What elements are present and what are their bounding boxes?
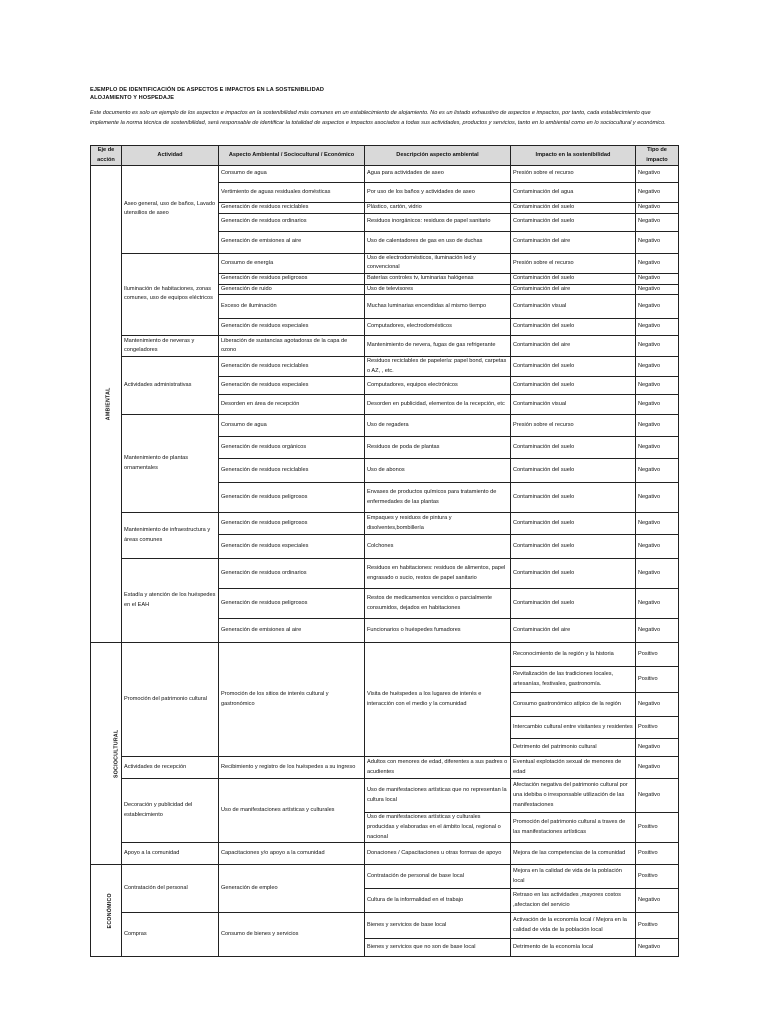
description-cell: Residuos inorgánicos: residuos de papel sanitario <box>365 213 511 231</box>
aspect-cell: Generación de emisiones al aire <box>219 231 365 253</box>
aspect-cell: Capacitaciones y/o apoyo a la comunidad <box>219 843 365 865</box>
description-cell: Muchas luminarias encendidas al mismo tiempo <box>365 295 511 319</box>
aspect-cell: Consumo de agua <box>219 415 365 437</box>
description-cell: Adultos con menores de edad, diferentes a sus padres o acudientes <box>365 757 511 779</box>
table-row <box>91 357 679 377</box>
description-cell: Donaciones / Capacitaciones u otras formas de apoyo <box>365 843 511 865</box>
activity-cell: Mantenimiento de plantas ornamentales <box>122 415 219 513</box>
activity-cell: Contratación del personal <box>122 865 219 913</box>
description-cell: Desorden en publicidad, elementos de la recepción, etc <box>365 395 511 415</box>
header-row <box>91 146 679 166</box>
impact-type-cell: Negativo <box>636 284 679 295</box>
impact-type-cell: Negativo <box>636 779 679 813</box>
description-cell: Empaques y residuos de pintura y disolventes,bombillería <box>365 513 511 535</box>
description-cell: Residuos de poda de plantas <box>365 437 511 459</box>
activity-cell: Iluminación de habitaciones, zonas comunes, uso de equipos eléctricos <box>122 253 219 335</box>
impact-type-cell: Negativo <box>636 535 679 559</box>
impact-type-cell: Negativo <box>636 939 679 957</box>
axis-label: AMBIENTAL <box>105 387 112 421</box>
impact-type-cell: Negativo <box>636 589 679 619</box>
aspect-cell: Generación de residuos reciclables <box>219 459 365 483</box>
aspect-cell: Promoción de los sitios de interés cultural y gastronómico <box>219 643 365 757</box>
activity-cell: Compras <box>122 913 219 957</box>
impact-cell: Contaminación del suelo <box>511 213 636 231</box>
axis-cell-economico <box>91 865 122 957</box>
aspect-cell: Desorden en área de recepción <box>219 395 365 415</box>
impact-type-cell: Positivo <box>636 667 679 693</box>
impact-cell: Activación de la economía local / Mejora en la calidad de vida de la población local <box>511 913 636 939</box>
description-cell: Funcionarios o huéspedes fumadores <box>365 619 511 643</box>
description-cell: Visita de huéspedes a los lugares de interés e interacción con el medio y la comunidad <box>365 643 511 757</box>
title-line-1: EJEMPLO DE IDENTIFICACIÓN DE ASPECTOS E IMPACTOS EN LA SOSTENIBILIDAD <box>90 87 324 93</box>
title-line-2: ALOJAMIENTO Y HOSPEDAJE <box>90 95 175 101</box>
impact-cell: Retraso en las actividades ,mayores costos ,afectacion del servicio <box>511 889 636 913</box>
impact-cell: Detrimento de la economía local <box>511 939 636 957</box>
aspect-cell: Generación de residuos orgánicos <box>219 437 365 459</box>
impact-cell: Mejora de las competencias de la comunidad <box>511 843 636 865</box>
impact-cell: Reconocimiento de la región y la historia <box>511 643 636 667</box>
aspect-cell: Uso de manifestaciones artísticas y culturales <box>219 779 365 843</box>
description-cell: Uso de electrodomésticos, iluminación led y convencional <box>365 253 511 273</box>
aspect-cell: Generación de residuos ordinarios <box>219 559 365 589</box>
impact-type-cell: Negativo <box>636 739 679 757</box>
impact-type-cell: Positivo <box>636 717 679 739</box>
axis-label: ECONÓMICO <box>106 893 113 929</box>
impact-cell: Contaminación visual <box>511 395 636 415</box>
impact-cell: Promoción del patrimonio cultural a traves de las manifestaciones artísticas <box>511 813 636 843</box>
aspect-cell: Generación de residuos reciclables <box>219 203 365 214</box>
impact-type-cell: Positivo <box>636 813 679 843</box>
aspect-cell: Generación de residuos ordinarios <box>219 213 365 231</box>
table-row <box>91 513 679 535</box>
impact-cell: Consumo gastronómico atípico de la región <box>511 693 636 717</box>
impact-cell: Contaminación del suelo <box>511 203 636 214</box>
description-cell: Restos de medicamentos vencidos o parcialmente consumidos, dejados en habitaciones <box>365 589 511 619</box>
activity-cell: Apoyo a la comunidad <box>122 843 219 865</box>
impact-type-cell: Positivo <box>636 865 679 889</box>
aspect-cell: Generación de residuos peligrosos <box>219 483 365 513</box>
activity-cell: Actividades de recepción <box>122 757 219 779</box>
description-cell: Computadores, equipos electrónicos <box>365 377 511 395</box>
aspect-cell: Generación de residuos reciclables <box>219 357 365 377</box>
aspect-cell: Liberación de sustancias agotadoras de la capa de ozono <box>219 336 365 357</box>
activity-cell: Decoración y publicidad del establecimiento <box>122 779 219 843</box>
impact-type-cell: Negativo <box>636 213 679 231</box>
impact-cell: Contaminación del suelo <box>511 459 636 483</box>
impact-cell: Presión sobre el recurso <box>511 253 636 273</box>
impact-type-cell: Negativo <box>636 273 679 284</box>
aspect-cell: Consumo de bienes y servicios <box>219 913 365 957</box>
impact-type-cell: Negativo <box>636 253 679 273</box>
description-cell: Baterías controles tv, luminarias halógenas <box>365 273 511 284</box>
activity-cell: Promoción del patrimonio cultural <box>122 643 219 757</box>
impact-cell: Contaminación del aire <box>511 619 636 643</box>
impact-type-cell: Negativo <box>636 295 679 319</box>
impact-cell: Mejora en la calidad de vida de la población local <box>511 865 636 889</box>
impact-cell: Contaminación del suelo <box>511 273 636 284</box>
description-cell: Por uso de los baños y actividades de aseo <box>365 183 511 203</box>
impact-cell: Contaminación del aire <box>511 336 636 357</box>
impact-cell: Contaminación del aire <box>511 284 636 295</box>
description-cell: Plástico, cartón, vidrio <box>365 203 511 214</box>
impact-type-cell: Negativo <box>636 377 679 395</box>
description-cell: Uso de manifestaciones artísticas que no representan la cultura local <box>365 779 511 813</box>
impact-type-cell: Negativo <box>636 757 679 779</box>
aspect-cell: Generación de ruido <box>219 284 365 295</box>
aspect-cell: Generación de emisiones al aire <box>219 619 365 643</box>
header-tipo: Tipo de impacto <box>636 146 679 166</box>
aspect-cell: Generación de residuos peligrosos <box>219 273 365 284</box>
description-cell: Computadores, electrodomésticos <box>365 319 511 336</box>
description-cell: Residuos reciclables de papelería: papel bond, carpetas o AZ, , etc. <box>365 357 511 377</box>
table-row <box>91 865 679 889</box>
aspect-cell: Generación de residuos peligrosos <box>219 589 365 619</box>
table-row <box>91 913 679 939</box>
axis-label: SOCIOCULTURAL <box>113 729 120 779</box>
impact-cell: Contaminación del suelo <box>511 437 636 459</box>
aspect-cell: Consumo de energía <box>219 253 365 273</box>
impact-cell: Intercambio cultural entre visitantes y residentes <box>511 717 636 739</box>
description-cell: Uso de abonos <box>365 459 511 483</box>
impact-cell: Eventual explotación sexual de menores de edad <box>511 757 636 779</box>
axis-cell-sociocultural <box>91 643 122 865</box>
description-cell: Bienes y servicios de base local <box>365 913 511 939</box>
aspects-impacts-table <box>90 145 679 957</box>
impact-type-cell: Negativo <box>636 483 679 513</box>
impact-cell: Contaminación del agua <box>511 183 636 203</box>
impact-type-cell: Negativo <box>636 357 679 377</box>
impact-type-cell: Negativo <box>636 183 679 203</box>
activity-cell: Actividades administrativas <box>122 357 219 415</box>
impact-type-cell: Negativo <box>636 166 679 183</box>
table-row <box>91 336 679 357</box>
aspect-cell: Generación de residuos especiales <box>219 377 365 395</box>
impact-cell: Contaminación del suelo <box>511 357 636 377</box>
table-row <box>91 843 679 865</box>
table-row <box>91 253 679 273</box>
impact-type-cell: Negativo <box>636 336 679 357</box>
impact-cell: Revitalización de las tradiciones locales, artesanías, festivales, gastronomía. <box>511 667 636 693</box>
description-cell: Contratación de personal de base local <box>365 865 511 889</box>
activity-cell: Mantenimiento de infraestructura y áreas comunes <box>122 513 219 559</box>
aspect-cell: Generación de residuos peligrosos <box>219 513 365 535</box>
description-cell: Uso de manifestaciones artísticas y culturales producidas y elaboradas en el ámbito local, regional o nacional <box>365 813 511 843</box>
description-cell: Uso de televisores <box>365 284 511 295</box>
impact-type-cell: Negativo <box>636 319 679 336</box>
table-row <box>91 559 679 589</box>
impact-type-cell: Negativo <box>636 513 679 535</box>
aspect-cell: Vertimiento de aguas residuales domésticas <box>219 183 365 203</box>
impact-cell: Contaminación del suelo <box>511 535 636 559</box>
aspect-cell: Consumo de agua <box>219 166 365 183</box>
header-impacto: Impacto en la sostenibilidad <box>511 146 636 166</box>
impact-type-cell: Negativo <box>636 415 679 437</box>
impact-cell: Contaminación del suelo <box>511 377 636 395</box>
impact-type-cell: Negativo <box>636 203 679 214</box>
aspect-cell: Exceso de iluminación <box>219 295 365 319</box>
impact-cell: Presión sobre el recurso <box>511 166 636 183</box>
description-cell: Cultura de la informalidad en el trabajo <box>365 889 511 913</box>
description-cell: Uso de calentadores de gas en uso de duchas <box>365 231 511 253</box>
header-eje: Eje de acción <box>91 146 122 166</box>
table-row <box>91 757 679 779</box>
header-actividad: Actividad <box>122 146 219 166</box>
header-descripcion: Descripción aspecto ambiental <box>365 146 511 166</box>
impact-type-cell: Positivo <box>636 913 679 939</box>
impact-cell: Presión sobre el recurso <box>511 415 636 437</box>
impact-type-cell: Negativo <box>636 395 679 415</box>
aspect-cell: Generación de residuos especiales <box>219 535 365 559</box>
impact-type-cell: Positivo <box>636 843 679 865</box>
impact-cell: Contaminación del suelo <box>511 559 636 589</box>
description-cell: Mantenimiento de nevera, fugas de gas refrigerante <box>365 336 511 357</box>
description-cell: Residuos en habitaciones: residuos de alimentos, papel engrasado o sucio, restos de papel sanitario <box>365 559 511 589</box>
axis-cell-ambiental <box>91 166 122 643</box>
table-row <box>91 779 679 813</box>
description-cell: Colchones <box>365 535 511 559</box>
description-cell: Bienes y servicios que no son de base local <box>365 939 511 957</box>
impact-type-cell: Negativo <box>636 693 679 717</box>
impact-type-cell: Positivo <box>636 643 679 667</box>
impact-type-cell: Negativo <box>636 459 679 483</box>
header-aspecto: Aspecto Ambiental / Sociocultural / Económico <box>219 146 365 166</box>
impact-cell: Contaminación del suelo <box>511 483 636 513</box>
aspect-cell: Recibimiento y registro de los huéspedes a su ingreso <box>219 757 365 779</box>
aspect-cell: Generación de residuos especiales <box>219 319 365 336</box>
table-row <box>91 643 679 667</box>
impact-cell: Contaminación visual <box>511 295 636 319</box>
aspect-cell: Generación de empleo <box>219 865 365 913</box>
table-row <box>91 415 679 437</box>
impact-type-cell: Negativo <box>636 619 679 643</box>
description-cell: Agua para actividades de aseo <box>365 166 511 183</box>
activity-cell: Mantenimiento de neveras y congeladores <box>122 336 219 357</box>
activity-cell: Aseo general, uso de baños, Lavado utensilios de aseo <box>122 166 219 254</box>
document-title <box>90 86 690 102</box>
impact-type-cell: Negativo <box>636 231 679 253</box>
impact-type-cell: Negativo <box>636 889 679 913</box>
impact-type-cell: Negativo <box>636 559 679 589</box>
impact-cell: Contaminación del suelo <box>511 319 636 336</box>
impact-cell: Contaminación del suelo <box>511 513 636 535</box>
description-cell: Uso de regadera <box>365 415 511 437</box>
description-cell: Envases de productos químicos para tratamiento de enfermedades de las plantas <box>365 483 511 513</box>
table-row <box>91 166 679 183</box>
activity-cell: Estadía y atención de los huéspedes en el EAH <box>122 559 219 643</box>
impact-cell: Afectación negativa del patrimonio cultural por una idebiba o irresponsable utilización de las manifestaciones <box>511 779 636 813</box>
intro-paragraph: Este documento es solo un ejemplo de los aspectos e impactos en la sostenibilidad más comunes en un establecimiento de alojamiento. No es un listado exhaustivo de aspectos e impactos, por tanto, cada establecimiento que implemente la norma técnica de sostenibilidad, será responsable de identificar la totalidad de aspectos e impactos asociados a todas sus actividades, productos y servicios, tanto en lo ambiental como en lo sociocultural y económico. <box>90 110 666 126</box>
impact-type-cell: Negativo <box>636 437 679 459</box>
impact-cell: Detrimento del patrimonio cultural <box>511 739 636 757</box>
impact-cell: Contaminación del suelo <box>511 589 636 619</box>
impact-cell: Contaminación del aire <box>511 231 636 253</box>
